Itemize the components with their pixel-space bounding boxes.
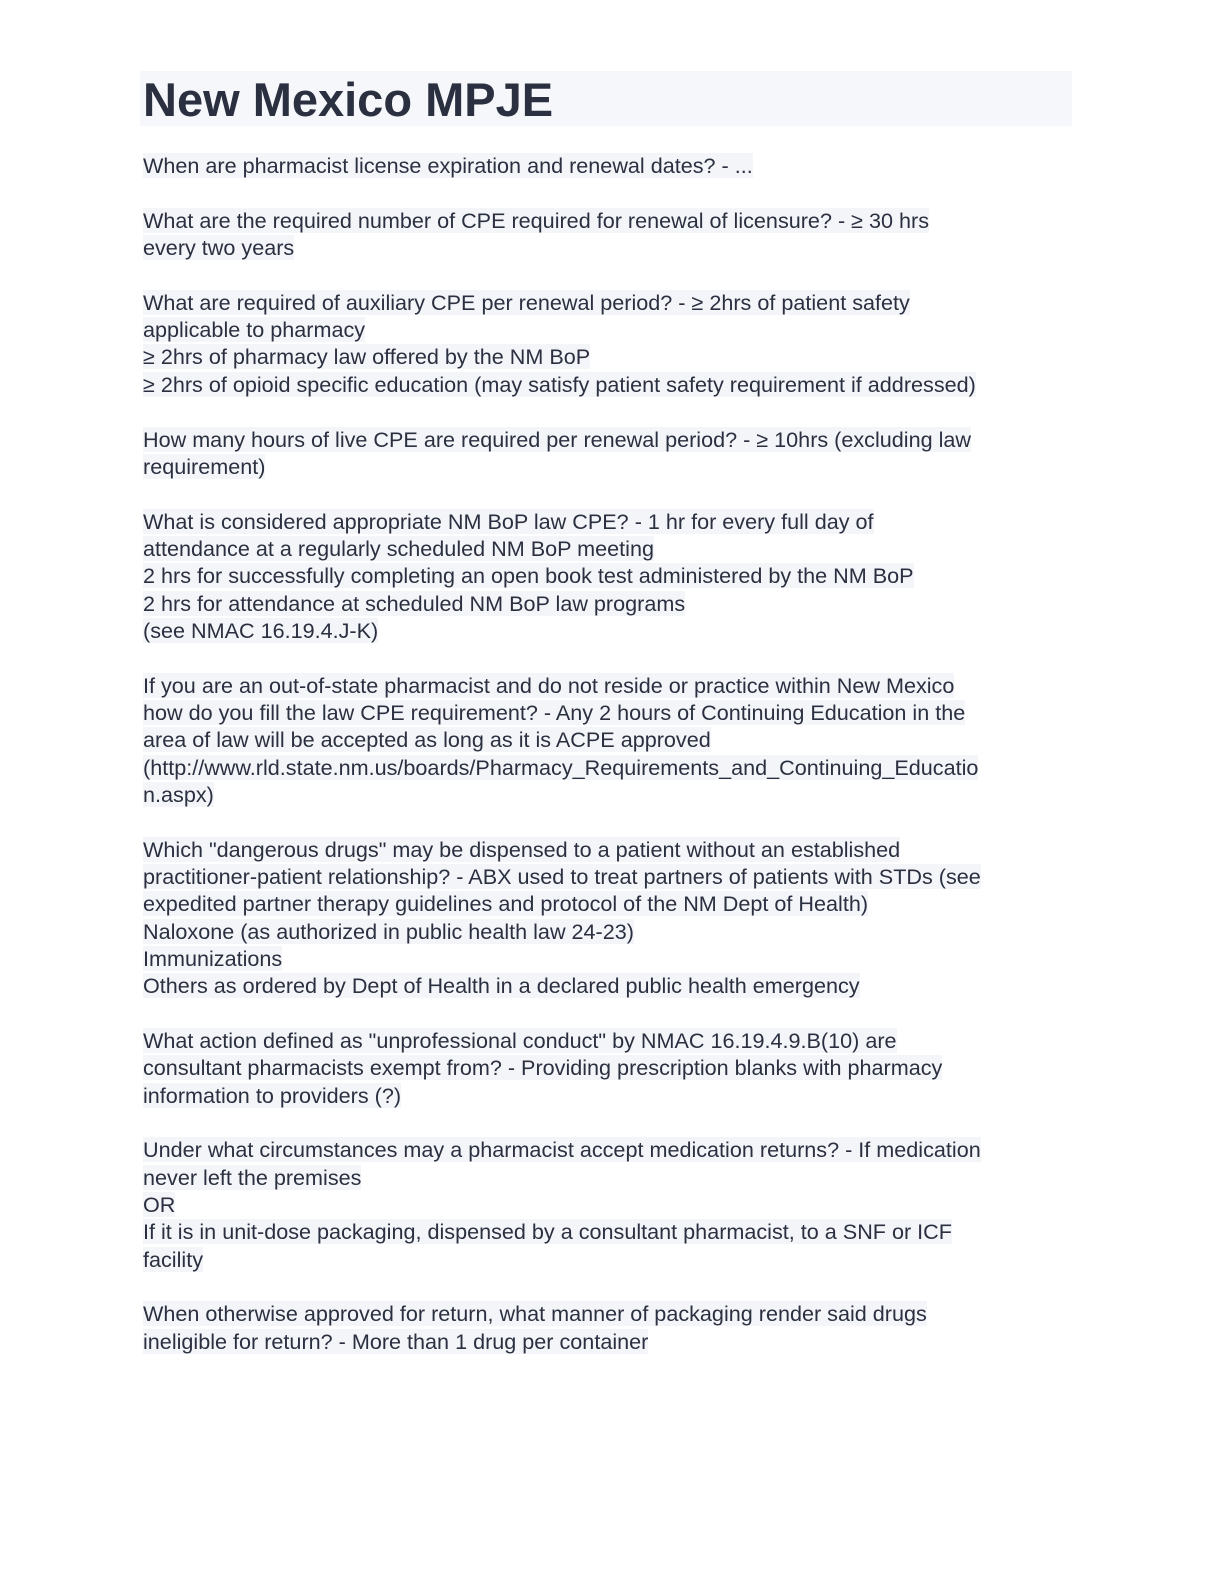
- qa-line: [143, 726, 1083, 753]
- qa-line-text: 2 hrs for successfully completing an open book test administered by the NM BoP: [143, 563, 914, 589]
- qa-line: [143, 672, 1083, 699]
- title-block: [140, 71, 1072, 126]
- qa-line: [143, 1246, 1083, 1273]
- qa-line: [143, 535, 1083, 562]
- qa-line-text: ≥ 2hrs of pharmacy law offered by the NM BoP: [143, 344, 591, 370]
- qa-list: [143, 152, 1083, 1382]
- qa-line: [143, 1054, 1083, 1081]
- qa-line-text: applicable to pharmacy: [143, 317, 366, 343]
- qa-line: [143, 918, 1083, 945]
- qa-line-text: If you are an out-of-state pharmacist and do not reside or practice within New Mexico: [143, 672, 955, 698]
- qa-line: [143, 699, 1083, 726]
- qa-line-text: 2 hrs for attendance at scheduled NM BoP law programs: [143, 590, 686, 616]
- qa-entry: [143, 1136, 1083, 1272]
- qa-line-text: consultant pharmacists exempt from? - Providing prescription blanks with pharmacy: [143, 1055, 943, 1081]
- qa-line-text: ≥ 2hrs of opioid specific education (may satisfy patient safety requirement if addressed): [143, 371, 976, 397]
- qa-line: [143, 617, 1083, 644]
- qa-line: [143, 289, 1083, 316]
- qa-line-text: expedited partner therapy guidelines and protocol of the NM Dept of Health): [143, 891, 869, 917]
- qa-line-text: n.aspx): [143, 781, 214, 807]
- qa-line-text: How many hours of live CPE are required per renewal period? - ≥ 10hrs (excluding law: [143, 426, 972, 452]
- qa-line-text: requirement): [143, 453, 266, 479]
- qa-line: [143, 1164, 1083, 1191]
- qa-line-text: (see NMAC 16.19.4.J-K): [143, 617, 379, 643]
- qa-line-text: area of law will be accepted as long as it is ACPE approved: [143, 727, 711, 753]
- qa-line-text: If it is in unit-dose packaging, dispensed by a consultant pharmacist, to a SNF or ICF: [143, 1219, 952, 1245]
- qa-line-text: When are pharmacist license expiration and renewal dates? - ...: [143, 153, 753, 178]
- qa-line: [143, 836, 1083, 863]
- qa-line: [143, 890, 1083, 917]
- qa-line: [143, 1328, 1083, 1355]
- qa-line-text: facility: [143, 1246, 203, 1272]
- qa-line-text: Immunizations: [143, 945, 283, 971]
- qa-line: [143, 343, 1083, 370]
- qa-entry: [143, 836, 1083, 1000]
- qa-line: [143, 1082, 1083, 1109]
- qa-entry: [143, 289, 1083, 398]
- qa-entry: [143, 1300, 1083, 1355]
- qa-line: [143, 426, 1083, 453]
- qa-entry: [143, 207, 1083, 262]
- qa-line-text: What are required of auxiliary CPE per renewal period? - ≥ 2hrs of patient safety: [143, 289, 910, 315]
- qa-line: [143, 562, 1083, 589]
- qa-line-text: attendance at a regularly scheduled NM BoP meeting: [143, 535, 654, 561]
- qa-line: [143, 781, 1083, 808]
- qa-line-text: information to providers (?): [143, 1082, 402, 1108]
- qa-line: [143, 508, 1083, 535]
- qa-line-text: Others as ordered by Dept of Health in a declared public health emergency: [143, 973, 860, 999]
- qa-line-text: (http://www.rld.state.nm.us/boards/Pharmacy_Requirements_and_Continuing_Educatio: [143, 754, 979, 780]
- qa-line: [143, 590, 1083, 617]
- qa-line-text: What is considered appropriate NM BoP law CPE? - 1 hr for every full day of: [143, 508, 874, 534]
- qa-line: [143, 152, 1083, 179]
- qa-line: [143, 1218, 1083, 1245]
- qa-line-text: OR: [143, 1191, 176, 1217]
- qa-line: [143, 1136, 1083, 1163]
- qa-entry: [143, 1027, 1083, 1109]
- qa-line: [143, 863, 1083, 890]
- qa-line: [143, 945, 1083, 972]
- qa-line-text: Under what circumstances may a pharmacist accept medication returns? - If medication: [143, 1137, 981, 1163]
- qa-line: [143, 316, 1083, 343]
- qa-line: [143, 453, 1083, 480]
- qa-line-text: Which "dangerous drugs" may be dispensed to a patient without an established: [143, 836, 901, 862]
- qa-entry: [143, 672, 1083, 808]
- qa-entry: [143, 508, 1083, 644]
- qa-line: [143, 1191, 1083, 1218]
- qa-line-text: how do you fill the law CPE requirement? - Any 2 hours of Continuing Education in the: [143, 699, 966, 725]
- qa-line: [143, 207, 1083, 234]
- qa-line-text: When otherwise approved for return, what manner of packaging render said drugs: [143, 1301, 927, 1327]
- page-title: New Mexico MPJE: [143, 73, 554, 126]
- qa-line-text: ineligible for return? - More than 1 drug per container: [143, 1328, 649, 1354]
- qa-line-text: What action defined as "unprofessional conduct" by NMAC 16.19.4.9.B(10) are: [143, 1027, 897, 1053]
- qa-line: [143, 234, 1083, 261]
- qa-line: [143, 972, 1083, 999]
- qa-line-text: Naloxone (as authorized in public health law 24-23): [143, 918, 634, 944]
- qa-line-text: never left the premises: [143, 1164, 362, 1190]
- qa-line-text: practitioner-patient relationship? - ABX used to treat partners of patients with STDs (see: [143, 863, 981, 889]
- qa-line: [143, 754, 1083, 781]
- qa-line: [143, 371, 1083, 398]
- qa-line-text: every two years: [143, 235, 295, 261]
- qa-line: [143, 1300, 1083, 1327]
- qa-entry: [143, 426, 1083, 481]
- qa-entry: [143, 152, 1083, 179]
- qa-line-text: What are the required number of CPE required for renewal of licensure? - ≥ 30 hrs: [143, 207, 930, 233]
- qa-line: [143, 1027, 1083, 1054]
